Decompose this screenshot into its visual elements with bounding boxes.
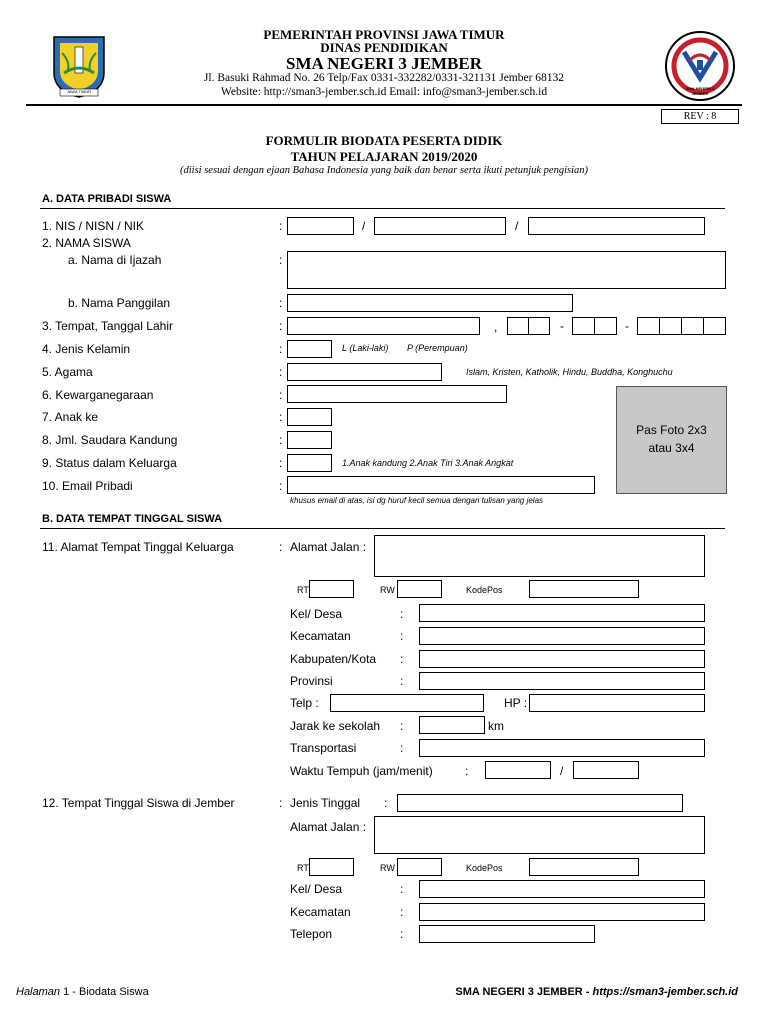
nama-ijazah-input[interactable] — [287, 251, 726, 289]
email-label: 10. Email Pribadi — [42, 479, 133, 493]
telepon-input[interactable] — [419, 925, 595, 943]
telepon-label: Telepon — [290, 927, 333, 941]
anak-ke-label: 7. Anak ke — [42, 410, 99, 424]
footer-halaman-rest: 1 - Biodata Siswa — [60, 986, 149, 998]
comma: , — [494, 320, 498, 334]
footer-school-name: SMA NEGERI 3 JEMBER - — [455, 986, 593, 998]
saudara-kandung-input[interactable] — [287, 431, 332, 449]
photo-label-line2: atau 3x4 — [648, 441, 695, 455]
jk-hint-l: L (Laki-laki) — [342, 343, 389, 353]
email-input[interactable] — [287, 476, 595, 494]
colon: : — [279, 342, 283, 356]
agama-label: 5. Agama — [42, 365, 93, 379]
status-keluarga-input[interactable] — [287, 454, 332, 472]
agama-input[interactable] — [287, 363, 442, 381]
kecamatan-label: Kecamatan — [290, 629, 351, 643]
section-b-underline — [40, 528, 725, 529]
nama-panggilan-label: b. Nama Panggilan — [68, 296, 171, 310]
kecamatan-label: Kecamatan — [290, 905, 351, 919]
telp-label: Telp : — [290, 696, 319, 710]
photo-label-line1: Pas Foto 2x3 — [636, 423, 707, 437]
hp-label: HP : — [504, 696, 528, 710]
kecamatan-jember-input[interactable] — [419, 903, 705, 921]
kel-desa-label: Kel/ Desa — [290, 882, 343, 896]
form-instruction: (diisi sesuai dengan ejaan Bahasa Indonesia yang baik dan benar serta ikuti petunjuk pengisian) — [180, 165, 588, 176]
colon: : — [400, 629, 404, 643]
dash: - — [560, 319, 564, 333]
form-year: TAHUN PELAJARAN 2019/2020 — [290, 149, 478, 164]
jenis-tinggal-label: Jenis Tinggal — [290, 796, 361, 810]
colon: : — [400, 741, 404, 755]
cell-divider — [659, 317, 660, 335]
waktu-tempuh-label: Waktu Tempuh (jam/menit) — [290, 764, 433, 778]
slash: / — [515, 219, 519, 233]
agama-hint: Islam, Kristen, Katholik, Hindu, Buddha, Konghuchu — [466, 367, 673, 377]
jarak-input[interactable] — [419, 716, 485, 734]
header-address: Jl. Basuki Rahmad No. 26 Telp/Fax 0331-332282/0331-321131 Jember 68132 — [203, 72, 565, 84]
nama-siswa-label: 2. NAMA SISWA — [42, 236, 131, 250]
colon: : — [400, 674, 404, 688]
nik-input[interactable] — [528, 217, 705, 235]
section-a-heading: A. DATA PRIBADI SISWA — [42, 193, 172, 205]
colon: : — [384, 796, 388, 810]
nama-panggilan-input[interactable] — [287, 294, 573, 312]
nama-ijazah-label: a. Nama di Ijazah — [68, 253, 162, 267]
alamat-keluarga-label: 11. Alamat Tempat Tinggal Keluarga — [42, 540, 234, 554]
kewarganegaraan-input[interactable] — [287, 385, 507, 403]
kel-desa-label: Kel/ Desa — [290, 607, 343, 621]
rw-jember-input[interactable] — [397, 858, 442, 876]
slash: / — [560, 764, 564, 778]
ttl-label: 3. Tempat, Tanggal Lahir — [42, 319, 173, 333]
colon: : — [279, 796, 283, 810]
kodepos-label: KodePos — [466, 585, 503, 595]
status-hint: 1.Anak kandung 2.Anak Tiri 3.Anak Angkat — [342, 458, 514, 468]
colon: : — [400, 882, 404, 896]
colon: : — [400, 905, 404, 919]
jarak-label: Jarak ke sekolah — [290, 719, 381, 733]
rw-label: RW — [380, 863, 395, 873]
header-department: DINAS PENDIDIKAN — [320, 40, 448, 55]
colon: : — [279, 433, 283, 447]
rt-jember-input[interactable] — [309, 858, 354, 876]
kecamatan-input[interactable] — [419, 627, 705, 645]
kabupaten-label: Kabupaten/Kota — [290, 652, 377, 666]
tempat-lahir-input[interactable] — [287, 317, 480, 335]
footer-halaman-word: Halaman — [16, 986, 61, 998]
header-divider — [26, 104, 742, 106]
transportasi-input[interactable] — [419, 739, 705, 757]
kel-desa-jember-input[interactable] — [419, 880, 705, 898]
jenis-kelamin-input[interactable] — [287, 340, 332, 358]
alamat-jalan-label: Alamat Jalan : — [290, 820, 367, 834]
nis-input[interactable] — [287, 217, 354, 235]
rw-input[interactable] — [397, 580, 442, 598]
nis-label: 1. NIS / NISN / NIK — [42, 219, 145, 233]
kabupaten-input[interactable] — [419, 650, 705, 668]
anak-ke-input[interactable] — [287, 408, 332, 426]
colon: : — [279, 410, 283, 424]
jenis-tinggal-input[interactable] — [397, 794, 683, 812]
cell-divider — [528, 317, 529, 335]
section-b-heading: B. DATA TEMPAT TINGGAL SISWA — [42, 513, 223, 525]
provinsi-label: Provinsi — [290, 674, 333, 688]
form-title: FORMULIR BIODATA PESERTA DIDIK — [265, 133, 503, 148]
menit-input[interactable] — [573, 761, 639, 779]
email-hint: khusus email di atas, isi dg huruf kecil semua dengan tulisan yang jelas — [290, 496, 544, 505]
colon: : — [279, 319, 283, 333]
rt-input[interactable] — [309, 580, 354, 598]
footer-url[interactable]: https://sman3-jember.sch.id — [592, 986, 738, 998]
cell-divider — [703, 317, 704, 335]
telp-input[interactable] — [330, 694, 484, 712]
section-a-underline — [40, 208, 725, 209]
footer-page — [16, 986, 149, 998]
hp-input[interactable] — [529, 694, 705, 712]
colon: : — [400, 719, 404, 733]
colon: : — [279, 540, 283, 554]
photo-placeholder[interactable] — [616, 386, 727, 494]
kodepos-input[interactable] — [529, 580, 639, 598]
cell-divider — [594, 317, 595, 335]
transportasi-label: Transportasi — [290, 741, 357, 755]
colon: : — [400, 927, 404, 941]
right-logo-caption: SMA NEGERI 3 JEMBER — [685, 86, 715, 96]
cell-divider — [681, 317, 682, 335]
rev-badge: REV : 8 — [661, 109, 739, 124]
header-website: Website: http://sman3-jember.sch.id Email: info@sman3-jember.sch.id — [220, 86, 548, 98]
colon: : — [279, 388, 283, 402]
dash: - — [625, 319, 629, 333]
alamat-jalan-label: Alamat Jalan : — [290, 540, 367, 554]
jenis-kelamin-label: 4. Jenis Kelamin — [42, 342, 131, 356]
kodepos-label: KodePos — [466, 863, 503, 873]
rw-label: RW — [380, 585, 395, 595]
colon: : — [465, 764, 469, 778]
provinsi-input[interactable] — [419, 672, 705, 690]
alamat-jalan-input[interactable] — [374, 535, 705, 577]
colon: : — [279, 456, 283, 470]
kodepos-jember-input[interactable] — [529, 858, 639, 876]
colon: : — [279, 365, 283, 379]
left-logo-caption: JAWA TIMUR — [66, 89, 92, 94]
kel-desa-input[interactable] — [419, 604, 705, 622]
colon: : — [279, 219, 283, 233]
colon: : — [279, 253, 283, 267]
alamat-jember-input[interactable] — [374, 816, 705, 854]
slash: / — [362, 219, 366, 233]
nisn-input[interactable] — [374, 217, 506, 235]
jk-hint-p: P (Perempuan) — [407, 343, 468, 353]
rt-label: RT — [297, 863, 309, 873]
header-school-name: SMA NEGERI 3 JEMBER — [286, 54, 482, 73]
header-government: PEMERINTAH PROVINSI JAWA TIMUR — [263, 27, 505, 42]
colon: : — [400, 607, 404, 621]
kewarganegaraan-label: 6. Kewarganegaraan — [42, 388, 154, 402]
saudara-kandung-label: 8. Jml. Saudara Kandung — [42, 433, 178, 447]
status-keluarga-label: 9. Status dalam Keluarga — [42, 456, 177, 470]
colon: : — [279, 479, 283, 493]
km-label: km — [488, 719, 504, 733]
colon: : — [279, 296, 283, 310]
jam-input[interactable] — [485, 761, 551, 779]
rt-label: RT — [297, 585, 309, 595]
colon: : — [400, 652, 404, 666]
footer-school — [455, 986, 738, 998]
tinggal-jember-label: 12. Tempat Tinggal Siswa di Jember — [42, 796, 235, 810]
